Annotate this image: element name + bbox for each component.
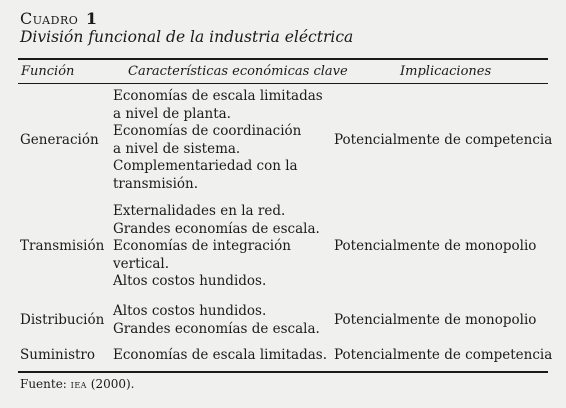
characteristic-line: Grandes economías de escala. — [113, 220, 320, 237]
table-number: 1 — [85, 9, 98, 28]
row-implication: Potencialmente de competencia — [334, 132, 553, 148]
row-function: Transmisión — [20, 238, 105, 254]
row-characteristics — [113, 88, 328, 194]
row-function: Suministro — [20, 347, 96, 363]
header-characteristics: Características económicas clave — [128, 64, 348, 79]
bottom-rule — [18, 371, 548, 373]
characteristic-line: Complementariedad con la — [113, 158, 298, 175]
header-function: Función — [21, 64, 75, 79]
characteristic-line: a nivel de sistema. — [113, 140, 241, 157]
characteristic-line: Economías de escala limitadas. — [113, 347, 327, 363]
source-org: iea — [70, 377, 87, 391]
row-implication: Potencialmente de monopolio — [334, 238, 537, 254]
row-implication: Potencialmente de competencia — [334, 347, 553, 363]
characteristic-line: Economías de coordinación — [113, 123, 302, 140]
row-function: Generación — [20, 132, 99, 148]
characteristic-line: a nivel de planta. — [113, 105, 231, 122]
characteristic-line: Altos costos hundidos. — [113, 303, 267, 319]
table-label — [20, 10, 550, 28]
header-rule — [18, 83, 548, 84]
characteristic-line: Economías de integración — [113, 238, 291, 255]
table-title: División funcional de la industria eléctrica — [20, 28, 354, 46]
row-function: Distribución — [20, 312, 105, 328]
characteristic-line: Grandes economías de escala. — [113, 320, 320, 337]
source-prefix: Fuente: — [20, 377, 71, 391]
source-year: (2000). — [86, 377, 135, 391]
characteristic-line: transmisión. — [113, 175, 199, 192]
characteristic-line: Economías de escala limitadas — [113, 88, 323, 104]
table-label-word: Cuadro — [20, 9, 79, 28]
row-characteristics — [113, 303, 328, 338]
row-characteristics — [113, 347, 328, 365]
table-source — [20, 377, 134, 391]
row-implication: Potencialmente de monopolio — [334, 312, 537, 328]
characteristic-line: Externalidades en la red. — [113, 203, 286, 219]
table-title-block — [20, 10, 550, 47]
characteristic-line: Altos costos hundidos. — [113, 273, 267, 290]
header-implications: Implicaciones — [400, 64, 492, 79]
characteristic-line: vertical. — [113, 255, 170, 272]
row-characteristics — [113, 203, 328, 291]
top-rule — [18, 58, 548, 60]
